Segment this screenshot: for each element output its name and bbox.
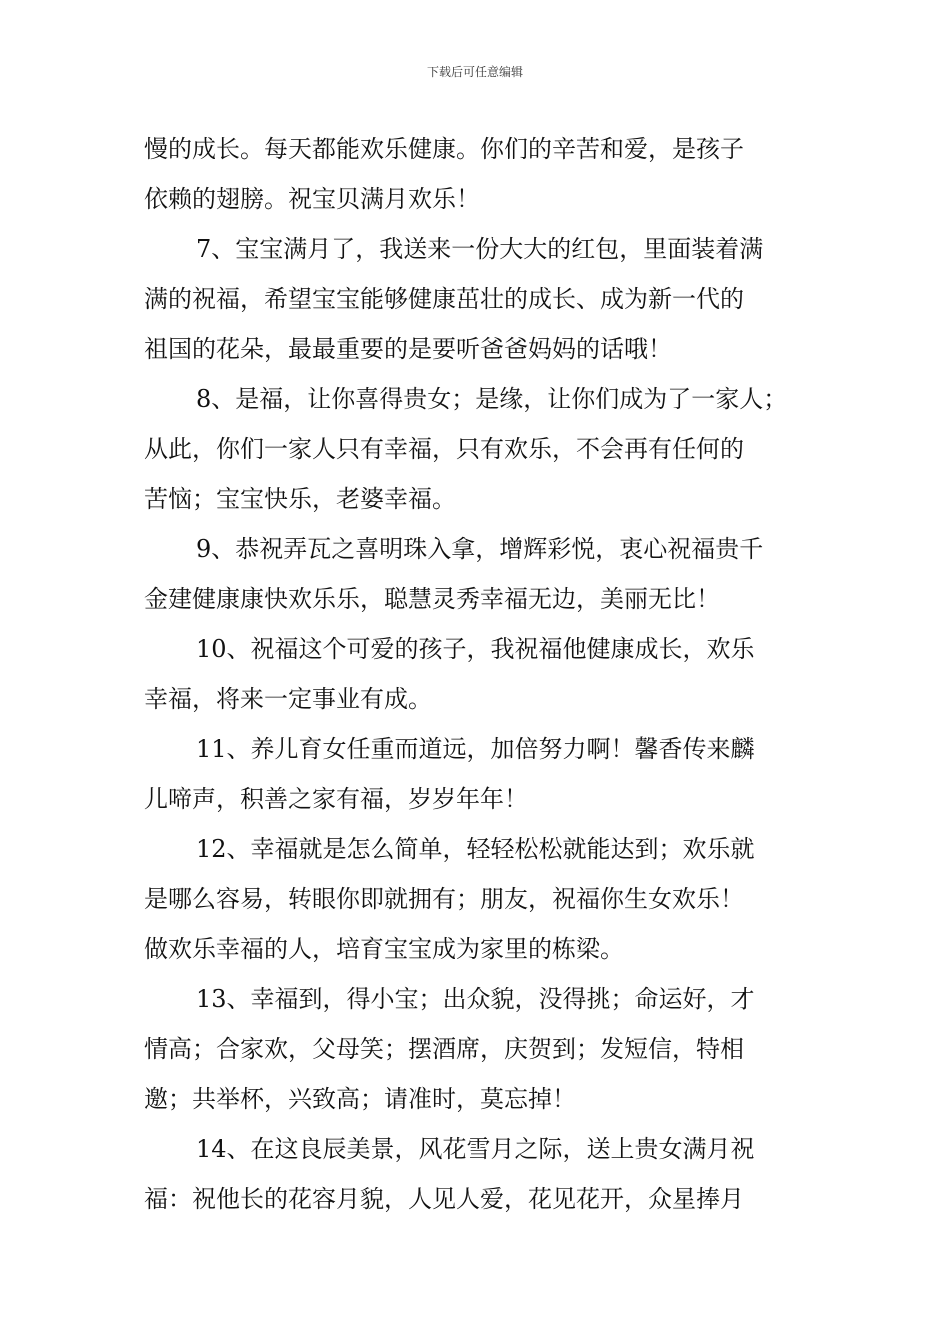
text-line: 7、宝宝满月了，我送来一份大大的红包，里面装着满 [196,235,764,263]
text-line: 做欢乐幸福的人，培育宝宝成为家里的栋梁。 [144,935,624,963]
paragraph-7 [144,224,810,374]
text-line: 满的祝福，希望宝宝能够健康茁壮的成长、成为新一代的 [144,285,744,313]
paragraph-12 [144,824,810,974]
paragraph-9 [144,524,810,624]
text-line: 14、在这良辰美景，风花雪月之际，送上贵女满月祝 [196,1135,755,1163]
document-body [144,124,810,1224]
text-line: 是哪么容易，转眼你即就拥有；朋友，祝福你生女欢乐！ [144,885,744,913]
paragraph-11 [144,724,810,824]
text-line: 13、幸福到，得小宝；出众貌，没得挑；命运好，才 [196,985,755,1013]
text-line: 12、幸福就是怎么简单，轻轻松松就能达到；欢乐就 [196,835,755,863]
text-line: 幸福，将来一定事业有成。 [144,685,432,713]
text-line: 儿啼声，积善之家有福，岁岁年年！ [144,785,528,813]
text-line: 福：祝他长的花容月貌，人见人爱，花见花开，众星捧月 [144,1185,744,1213]
paragraph-13 [144,974,810,1124]
text-line: 苦恼；宝宝快乐，老婆幸福。 [144,485,456,513]
text-line: 从此，你们一家人只有幸福，只有欢乐，不会再有任何的 [144,435,744,463]
text-line: 9、恭祝弄瓦之喜明珠入拿，增辉彩悦，衷心祝福贵千 [196,535,764,563]
paragraph-14 [144,1124,810,1224]
paragraph-10 [144,624,810,724]
paragraph-continuation [144,124,810,224]
text-line: 11、养儿育女任重而道远，加倍努力啊！馨香传来麟 [196,735,755,763]
text-line: 10、祝福这个可爱的孩子，我祝福他健康成长，欢乐 [196,635,755,663]
text-line: 慢的成长。每天都能欢乐健康。你们的辛苦和爱，是孩子 [144,135,744,163]
text-line: 8、是福，让你喜得贵女；是缘，让你们成为了一家人； [196,385,788,413]
text-line: 金建健康康快欢乐乐，聪慧灵秀幸福无边，美丽无比！ [144,585,720,613]
text-line: 情高；合家欢，父母笑；摆酒席，庆贺到；发短信，特相 [144,1035,744,1063]
page-header: 下载后可任意编辑 [426,65,523,79]
paragraph-8 [144,374,810,524]
text-line: 祖国的花朵，最最重要的是要听爸爸妈妈的话哦！ [144,335,672,363]
text-line: 邀；共举杯，兴致高；请准时，莫忘掉！ [144,1085,576,1113]
text-line: 依赖的翅膀。祝宝贝满月欢乐！ [144,185,480,213]
